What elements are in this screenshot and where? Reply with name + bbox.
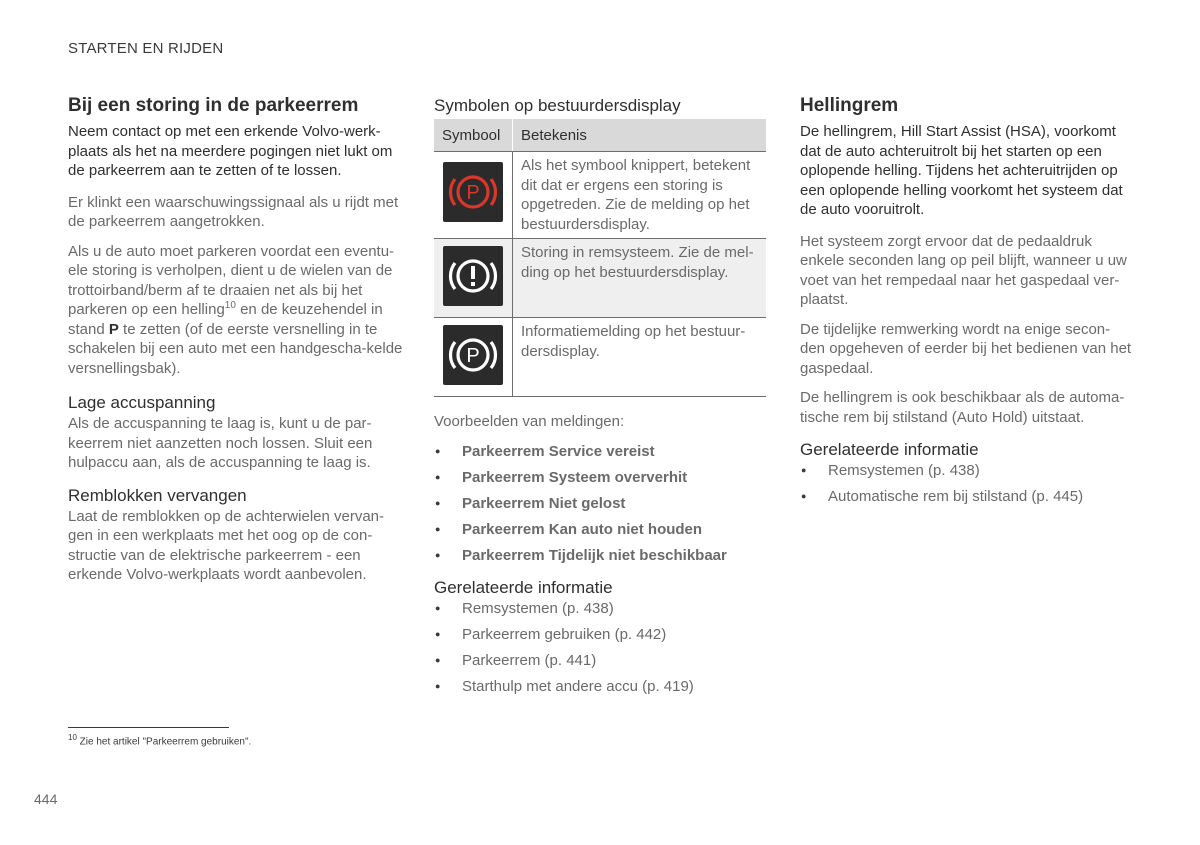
heading-related-info: Gerelateerde informatie (800, 440, 979, 459)
footnote-text: Zie het artikel "Parkeerrem gebruiken". (76, 736, 252, 748)
parking-advice-text-2: en de keuzehendel in stand (68, 301, 383, 338)
related-link[interactable]: ● Parkeerrem gebruiken (p. 442) (434, 625, 766, 645)
heading-display-symbols: Symbolen op bestuurdersdisplay (434, 96, 681, 115)
list-item: ● Parkeerrem Service vereist (434, 442, 766, 462)
table-cell-meaning: Storing in remsysteem. Zie de mel-ding op het bestuurdersdisplay. (513, 239, 767, 318)
symbols-table (434, 119, 766, 397)
section-header: STARTEN EN RIJDEN (68, 40, 224, 57)
lead-paragraph: Neem contact op met een erkende Volvo-werk-plaats als het na meerdere pogingen niet lukt om de parkeerrem aan te zetten of te lossen. (68, 123, 393, 179)
svg-text:P: P (466, 345, 480, 367)
related-links-list (434, 599, 766, 697)
heading-low-battery: Lage accuspanning (68, 393, 216, 412)
related-link[interactable]: ● Remsystemen (p. 438) (434, 599, 766, 619)
temporary-brake-paragraph: De tijdelijke remwerking wordt na enige secon-den opgeheven of eerder bij het bedienen van het gaspedaal. (800, 320, 1132, 377)
table-row (434, 152, 766, 239)
table-header-meaning: Betekenis (513, 119, 767, 152)
related-link[interactable]: ● Starthulp met andere accu (p. 419) (434, 677, 766, 697)
heading-related-info: Gerelateerde informatie (434, 578, 613, 597)
column-hill-start-assist (800, 94, 1135, 513)
table-header-symbol: Symbool (434, 119, 513, 152)
brake-warning-icon (443, 246, 503, 306)
heading-hill-start-assist: Hellingrem (800, 95, 899, 116)
related-link[interactable]: ● Parkeerrem (p. 441) (434, 651, 766, 671)
list-item: ● Parkeerrem Kan auto niet houden (434, 520, 766, 540)
column-display-symbols (434, 94, 766, 703)
list-item: ● Parkeerrem Systeem oververhit (434, 468, 766, 488)
auto-hold-paragraph: De hellingrem is ook beschikbaar als de automa-tische rem bij stilstand (Auto Hold) uitstaat. (800, 389, 1125, 426)
list-item: ● Parkeerrem Tijdelijk niet beschikbaar (434, 546, 766, 566)
warning-signal-paragraph: Er klinkt een waarschuwingssignaal als u rijdt met de parkeerrem aangetrokken. (68, 193, 399, 230)
footnote-number: 10 (68, 733, 77, 742)
parking-advice-text: Als u de auto moet parkeren voordat een eventu-ele storing is verholpen, dient u de wielen van de trottoirband/berm af te draaien net als bij het parkeren op een helling (68, 242, 395, 318)
brake-pads-paragraph: Laat de remblokken op de achterwielen vervan-gen in een werkplaats met het oog op de con-structie van de elektrische parkeerrem - een erkende Volvo-werkplaats wordt aanbevolen. (68, 507, 385, 583)
related-link[interactable]: ● Automatische rem bij stilstand (p. 445) (800, 487, 1135, 507)
pedal-pressure-paragraph: Het systeem zorgt ervoor dat de pedaaldruk enkele seconden lang op peil blijft, wanneer u uw voet van het rempedaal naar het gaspedaal ver-plaatst. (800, 232, 1127, 308)
svg-text:P: P (466, 182, 480, 204)
related-links-list (800, 461, 1135, 507)
gear-p-label: P (108, 320, 119, 338)
low-battery-paragraph: Als de accuspanning te laag is, kunt u de par-keerrem niet aanzetten noch lossen. Sluit een hulpaccu aan, als de accuspanning te laag is. (68, 415, 373, 471)
table-row (434, 318, 766, 397)
examples-intro: Voorbeelden van meldingen: (434, 413, 625, 430)
column-parking-brake-fault (68, 94, 403, 595)
heading-parking-brake-fault: Bij een storing in de parkeerrem (68, 95, 359, 116)
lead-paragraph: De hellingrem, Hill Start Assist (HSA), voorkomt dat de auto achteruitrolt bij het starten op een oplopende helling. Tijdens het achteruitrijden op een oplopende helling voorkomt het systeem dat de auto vooruitrolt. (800, 123, 1123, 218)
footnote-divider (68, 727, 229, 728)
message-examples-list (434, 442, 766, 566)
table-cell-meaning: Informatiemelding op het bestuur-dersdisplay. (513, 318, 767, 397)
footnote (68, 733, 251, 747)
related-link[interactable]: ● Remsystemen (p. 438) (800, 461, 1135, 481)
footnote-ref[interactable]: 10 (224, 300, 236, 311)
parking-advice-text-3: te zetten (of de eerste versnelling in te schakelen bij een auto met een handgescha-kelde versnellingsbak). (68, 320, 403, 377)
parking-brake-white-icon (443, 325, 503, 385)
heading-brake-pads: Remblokken vervangen (68, 485, 247, 505)
parking-advice-paragraph (68, 242, 403, 379)
table-row (434, 239, 766, 318)
list-item: ● Parkeerrem Niet gelost (434, 494, 766, 514)
page-number: 444 (34, 791, 58, 807)
table-cell-meaning: Als het symbool knippert, betekent dit dat er ergens een storing is opgetreden. Zie de melding op het bestuurdersdisplay. (513, 152, 767, 239)
parking-brake-red-icon (443, 162, 503, 222)
